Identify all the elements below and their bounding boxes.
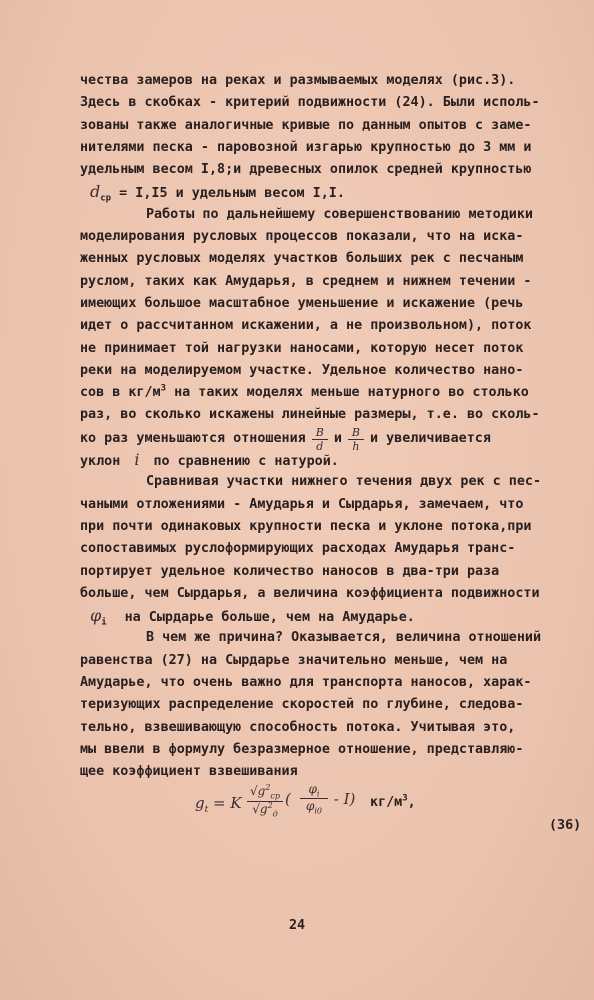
- formula-numerator: [247, 784, 283, 802]
- formula-close-paren: - I): [329, 790, 356, 808]
- formula-denominator: [305, 799, 323, 816]
- phi-symbol: φ: [90, 606, 102, 626]
- formula-g-subscript: t: [204, 805, 209, 815]
- d-subscript: ср: [100, 194, 112, 205]
- page-number: 24: [288, 918, 306, 933]
- text-line: мы ввели в формулу безразмерное отношение, представляю-: [80, 741, 524, 757]
- formula-power: 2: [265, 783, 271, 792]
- formula-subscript: i: [316, 789, 320, 799]
- formula-power: 2: [267, 801, 273, 811]
- fraction-denominator: d: [316, 439, 324, 453]
- formula-g-symbol: g: [195, 794, 205, 812]
- text-line: руслом, таких как Амударья, в среднем и нижнем течении -: [80, 273, 532, 289]
- d-symbol: d: [90, 182, 101, 202]
- slope-symbol: i: [134, 450, 140, 470]
- text-line: равенства (27) на Сырдарье значительно меньше, чем на: [80, 652, 508, 668]
- text-fragment: и: [333, 430, 342, 446]
- formula-denominator: [247, 802, 283, 818]
- text-fragment: уклон: [80, 454, 121, 470]
- formula-phi-fraction: [300, 782, 328, 816]
- formula-subscript: i0: [314, 806, 323, 816]
- text-line: [80, 382, 580, 404]
- formula-subscript: ср: [270, 791, 281, 801]
- formula-phi: φ: [308, 782, 317, 796]
- fraction-numerator: B: [348, 427, 364, 440]
- formula-unit: [370, 795, 416, 810]
- text-line: тельно, взвешивающую способность потока. Учитывая это,: [80, 719, 516, 735]
- text-fragment: на Сырдарье больше, чем на Амударье.: [124, 610, 415, 626]
- text-line: щее коэффициент взвешивания: [80, 764, 298, 780]
- text-fragment: по сравнению с натурой.: [153, 454, 339, 470]
- formula-sqrt-g: √g: [249, 784, 266, 798]
- text-fragment: сов в кг/м: [80, 385, 161, 401]
- text-line: чества замеров на реках и размываемых моделях (рис.3).: [80, 73, 516, 88]
- text-line: идет о рассчитанном искажении, а не произвольном), поток: [80, 318, 532, 334]
- text-line: [80, 605, 580, 627]
- text-line: женных русловых моделях участков больших рек с песчаным: [80, 251, 524, 267]
- text-line: теризующих распределение скоростей по глубине, следова-: [80, 697, 524, 713]
- formula-lhs: [195, 794, 242, 815]
- text-line: Амударье, что очень важно для транспорта наносов, харак-: [80, 675, 532, 691]
- paragraph-start: В чем же причина? Оказывается, величина отношений: [146, 630, 542, 646]
- text-line: зованы также аналогичные кривые по данным опытов с заме-: [80, 117, 532, 133]
- fraction-b-over-d: [312, 427, 328, 452]
- text-line: нителями песка - паровозной изгарью крупностью до 3 мм и: [80, 139, 532, 155]
- unit-text: кг/м: [370, 795, 403, 810]
- text-line: моделирования русловых процессов показали, что на иска-: [80, 229, 524, 245]
- text-line: удельным весом I,8;и древесных опилок средней крупностью: [80, 162, 532, 178]
- text-line: чаными отложениями - Амударья и Сырдарья, замечаем, что: [80, 496, 524, 512]
- fraction-numerator: B: [312, 427, 328, 440]
- text-fragment: = I,I5 и удельным весом I,I.: [111, 186, 345, 202]
- text-line: не принимает той нагрузки наносами, которую несет поток: [80, 340, 524, 356]
- text-line: [80, 181, 580, 203]
- text-line: Здесь в скобках - критерий подвижности (24). Были исполь-: [80, 95, 540, 111]
- fraction-denominator: h: [352, 439, 360, 453]
- formula-subscript: д: [272, 809, 278, 819]
- text-line: [80, 425, 580, 453]
- text-line: портирует удельное количество наносов в два-три раза: [80, 563, 500, 579]
- formula-phi: φ: [305, 799, 315, 814]
- formula-numerator: [300, 782, 328, 799]
- text-line: при почти одинаковых крупности песка и уклоне потока,при: [80, 518, 532, 534]
- body-text: [80, 70, 580, 784]
- paragraph-start: Работы по дальнейшему совершенствованию методики: [146, 206, 533, 222]
- phi-subscript: i: [101, 617, 107, 628]
- text-line: имеющих большое масштабное уменьшение и искажение (речь: [80, 295, 524, 311]
- unit-power: 3: [402, 793, 408, 804]
- equation-number: (36): [549, 818, 582, 833]
- text-fragment: ко раз уменьшаются отношения: [80, 430, 306, 446]
- paragraph-start: Сравнивая участки нижнего течения двух рек с пес-: [146, 474, 542, 490]
- formula-open-paren: (: [285, 790, 291, 808]
- text-line: [80, 449, 580, 471]
- formula-36: [195, 776, 594, 836]
- text-line: раз, во сколько искажены линейные размеры, т.е. во сколь-: [80, 407, 540, 423]
- text-line: больше, чем Сырдарья, а величина коэффициента подвижности: [80, 585, 540, 601]
- text-line: реки на моделируемом участке. Удельное количество нано-: [80, 362, 524, 378]
- formula-equals-k: = K: [208, 794, 242, 812]
- formula-velocity-fraction: [247, 784, 283, 819]
- formula-sqrt-g: √g: [252, 802, 268, 817]
- superscript: 3: [160, 383, 167, 394]
- fraction-b-over-h: [348, 427, 364, 452]
- text-fragment: и увеличивается: [369, 430, 491, 446]
- unit-comma: ,: [407, 795, 416, 810]
- text-fragment: на таких моделях меньше натурного во столько: [166, 385, 529, 401]
- text-line: сопоставимых руслоформирующих расходах Амударья транс-: [80, 541, 516, 557]
